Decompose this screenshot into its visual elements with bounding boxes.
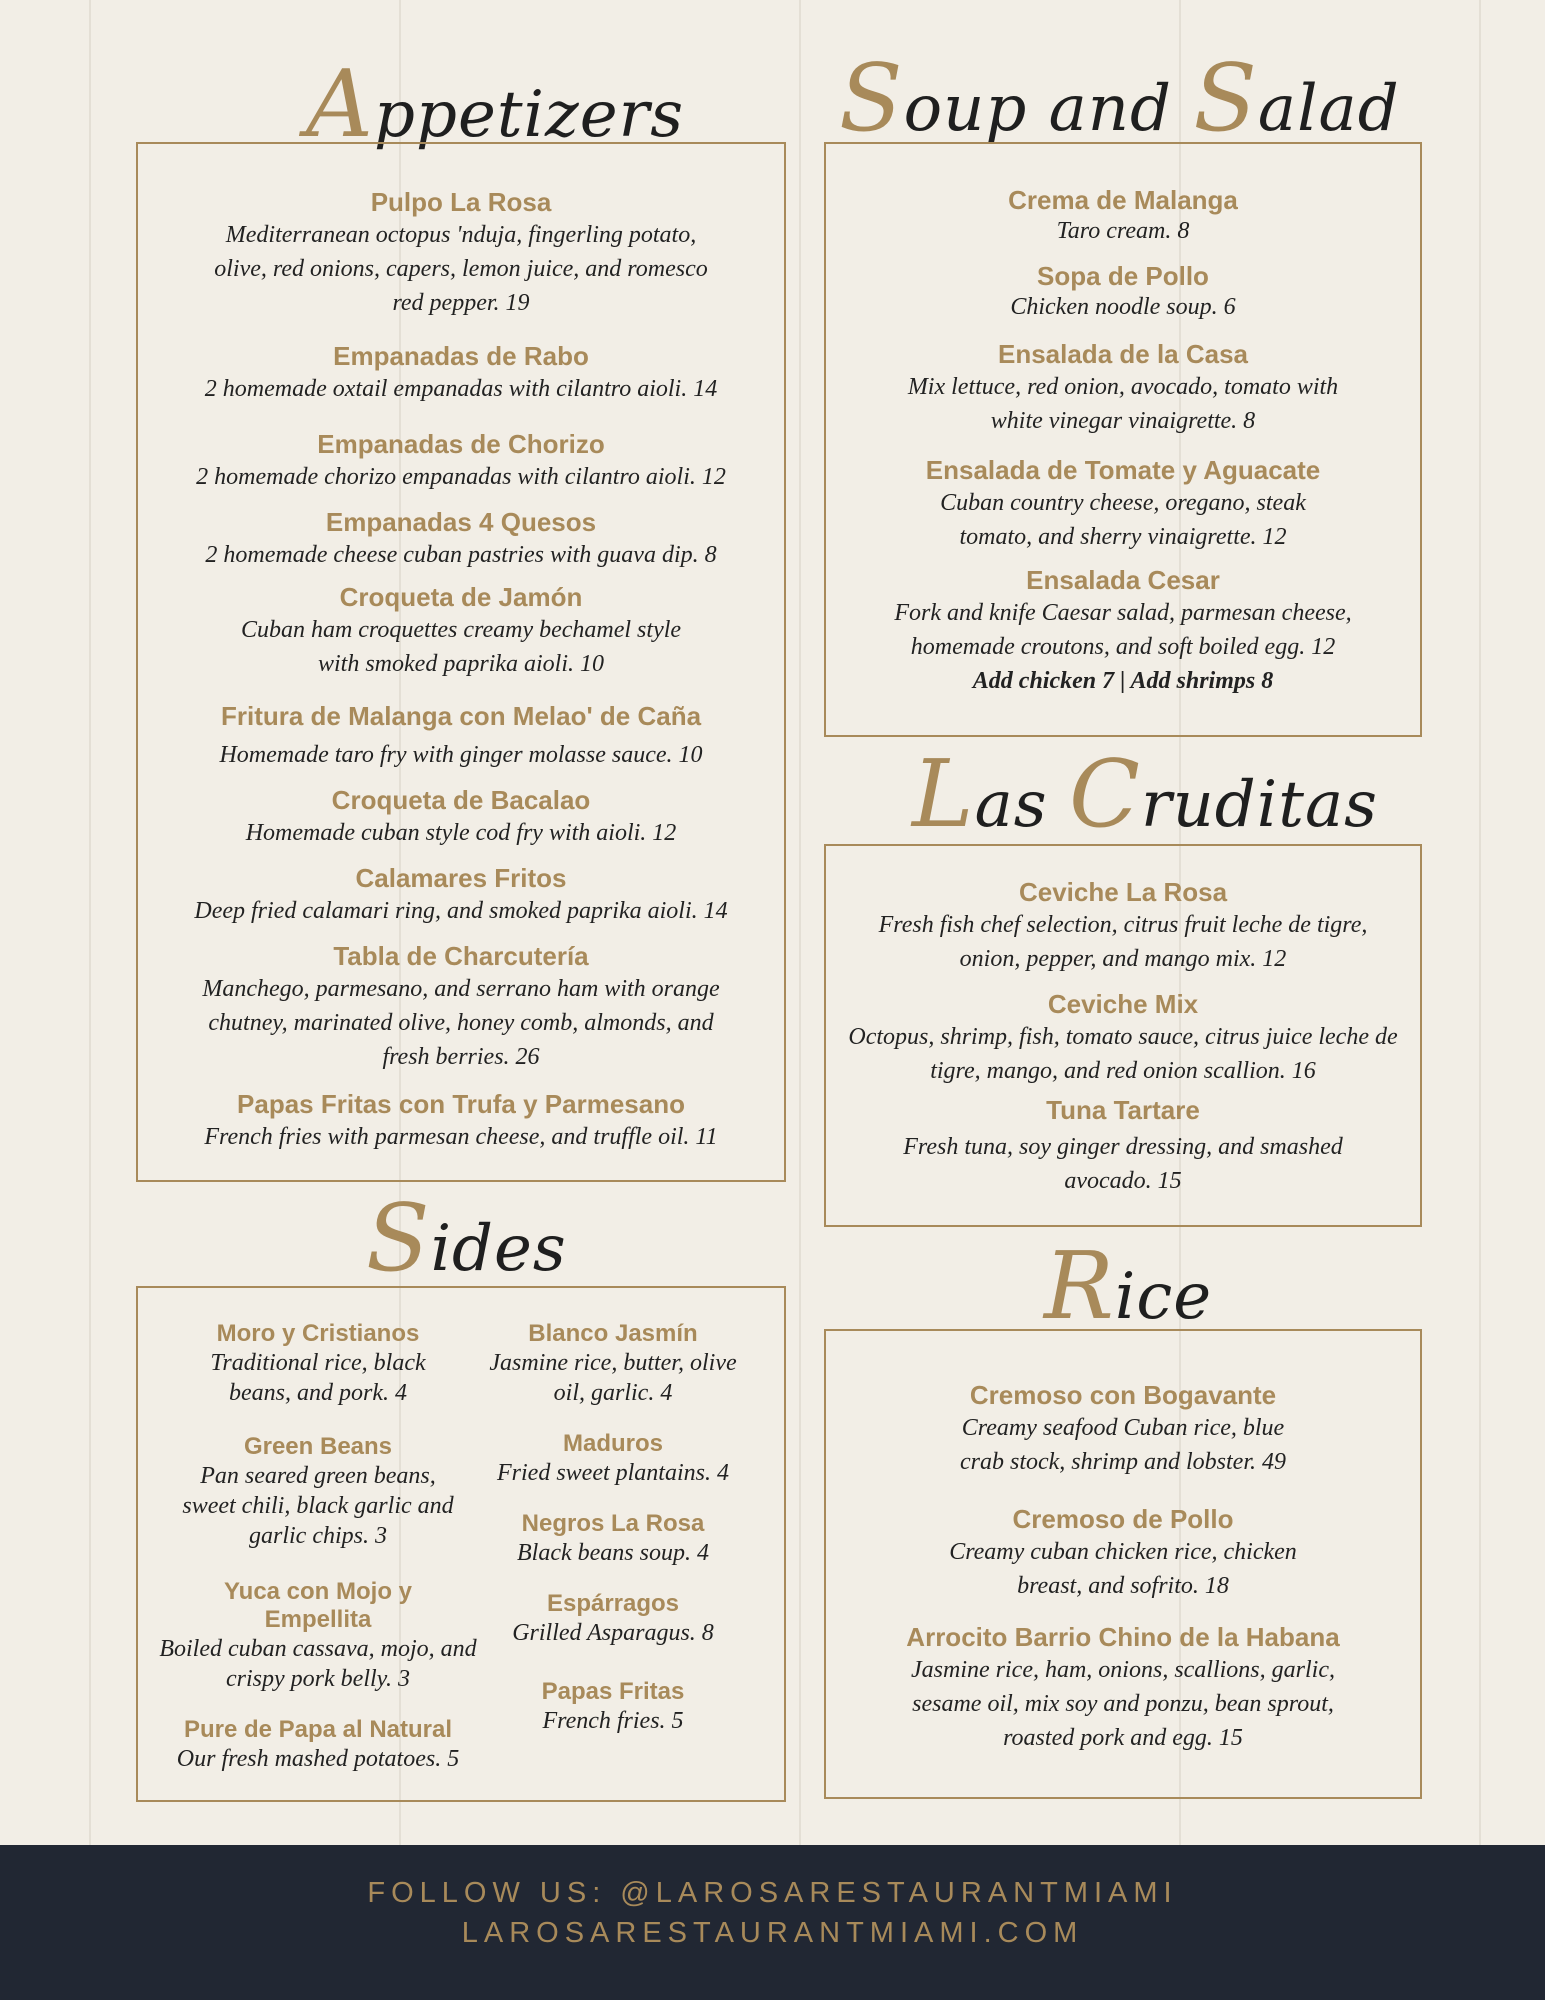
- item-name: Tuna Tartare: [1046, 1095, 1200, 1125]
- item-desc: 2 homemade cheese cuban pastries with guava dip. 8: [205, 542, 717, 568]
- menu-item: [463, 1510, 763, 1568]
- item-name: Ensalada Cesar: [1026, 565, 1220, 595]
- item-name: Negros La Rosa: [521, 1510, 705, 1537]
- item-desc: Boiled cuban cassava, mojo, and crispy pork belly. 3: [159, 1636, 477, 1692]
- menu-item: [826, 184, 1420, 246]
- menu-item: [138, 1088, 784, 1154]
- soup-salad-title: Soup and Salad: [839, 44, 1400, 152]
- item-desc: Octopus, shrimp, fish, tomato sauce, citrus juice leche de tigre, mango, and red onion scallion. 16: [848, 1024, 1398, 1084]
- footer: [0, 1845, 1545, 2000]
- item-desc: Fork and knife Caesar salad, parmesan cheese, homemade croutons, and soft boiled egg. 12: [894, 600, 1352, 660]
- item-desc: Mix lettuce, red onion, avocado, tomato with white vinegar vinaigrette. 8: [907, 374, 1339, 434]
- menu-item: [158, 1716, 478, 1774]
- menu-item: [138, 784, 784, 850]
- item-desc: Cuban ham croquettes creamy bechamel style with smoked paprika aioli. 10: [240, 617, 682, 677]
- item-name: Sopa de Pollo: [1037, 261, 1209, 291]
- menu-item: [138, 700, 784, 772]
- item-name: Green Beans: [243, 1433, 393, 1460]
- menu-item: [463, 1678, 763, 1736]
- menu-item: [826, 1503, 1420, 1603]
- item-desc: Creamy seafood Cuban rice, blue crab stock, shrimp and lobster. 49: [960, 1415, 1286, 1475]
- item-name: Ensalada de la Casa: [997, 339, 1249, 369]
- item-desc: French fries. 5: [542, 1708, 684, 1734]
- item-desc: Grilled Asparagus. 8: [512, 1620, 714, 1646]
- menu-item: [158, 1578, 478, 1694]
- menu-item: [826, 564, 1420, 698]
- item-name: Calamares Fritos: [355, 863, 567, 893]
- website-link[interactable]: LAROSARESTAURANTMIAMI.COM: [461, 1917, 1084, 1949]
- soup-salad-box: [824, 142, 1422, 737]
- menu-item: [826, 454, 1420, 554]
- item-desc: Jasmine rice, butter, olive oil, garlic. 4: [489, 1350, 737, 1406]
- rice-title: Rice: [1044, 1232, 1213, 1340]
- appetizers-title: Appetizers: [306, 50, 685, 158]
- menu-item: [138, 862, 784, 928]
- item-name: Croqueta de Jamón: [339, 582, 583, 612]
- item-name: Cremoso de Pollo: [1012, 1504, 1234, 1534]
- item-desc: Taro cream. 8: [1056, 218, 1190, 244]
- menu-item: [138, 940, 784, 1074]
- item-name: Crema de Malanga: [1008, 185, 1238, 215]
- item-desc: Our fresh mashed potatoes. 5: [176, 1746, 460, 1772]
- item-name: Cremoso con Bogavante: [969, 1380, 1277, 1410]
- item-name: Ceviche La Rosa: [1018, 877, 1228, 907]
- menu-item: [826, 260, 1420, 322]
- menu-item: [463, 1320, 763, 1408]
- item-name: Empanadas de Rabo: [333, 341, 589, 371]
- cruditas-title: Las Cruditas: [912, 740, 1378, 848]
- item-desc: French fries with parmesan cheese, and truffle oil. 11: [204, 1124, 718, 1150]
- menu-item: [138, 186, 784, 320]
- menu-item: [826, 988, 1420, 1088]
- item-addon: Add chicken 7 | Add shrimps 8: [972, 668, 1274, 694]
- menu-item: [138, 581, 784, 681]
- item-desc: Chicken noodle soup. 6: [1010, 294, 1236, 320]
- menu-item: [826, 1379, 1420, 1479]
- item-name: Empanadas 4 Quesos: [325, 507, 597, 537]
- item-name: Croqueta de Bacalao: [331, 785, 591, 815]
- item-name: Tabla de Charcutería: [333, 941, 589, 971]
- item-desc: Manchego, parmesano, and serrano ham with orange chutney, marinated olive, honey comb, almonds, and fresh berries. 26: [202, 976, 720, 1070]
- menu-item: [826, 338, 1420, 438]
- item-name: Espárragos: [546, 1590, 680, 1617]
- menu-item: [826, 1094, 1420, 1198]
- item-name: Ceviche Mix: [1047, 989, 1199, 1019]
- rice-box: [824, 1329, 1422, 1799]
- item-name: Arrocito Barrio Chino de la Habana: [906, 1622, 1340, 1652]
- item-name: Papas Fritas con Trufa y Parmesano: [237, 1089, 685, 1119]
- menu-item: [826, 1621, 1420, 1755]
- item-name: Ensalada de Tomate y Aguacate: [925, 455, 1321, 485]
- item-desc: Fresh tuna, soy ginger dressing, and smashed avocado. 15: [903, 1134, 1343, 1194]
- item-name: Pure de Papa al Natural: [183, 1716, 453, 1743]
- item-name: Yuca con Mojo y Empellita: [223, 1578, 413, 1633]
- menu-item: [138, 340, 784, 406]
- item-desc: Mediterranean octopus 'nduja, fingerling potato, olive, red onions, capers, lemon juice, and romesco red pepper. 19: [214, 222, 708, 316]
- item-name: Empanadas de Chorizo: [317, 429, 605, 459]
- sides-box: [136, 1286, 786, 1802]
- appetizers-box: [136, 142, 786, 1182]
- item-desc: Jasmine rice, ham, onions, scallions, garlic, sesame oil, mix soy and ponzu, bean sprout, roasted pork and egg. 15: [911, 1657, 1335, 1751]
- item-desc: Cuban country cheese, oregano, steak tomato, and sherry vinaigrette. 12: [940, 490, 1306, 550]
- item-desc: 2 homemade chorizo empanadas with cilantro aioli. 12: [196, 464, 726, 490]
- item-desc: Pan seared green beans, sweet chili, black garlic and garlic chips. 3: [182, 1463, 454, 1549]
- menu-item: [826, 876, 1420, 976]
- menu-item: [463, 1430, 763, 1488]
- item-desc: Fresh fish chef selection, citrus fruit leche de tigre, onion, pepper, and mango mix. 12: [878, 912, 1368, 972]
- item-name: Blanco Jasmín: [528, 1320, 698, 1347]
- item-desc: Black beans soup. 4: [517, 1540, 709, 1566]
- item-desc: Homemade cuban style cod fry with aioli. 12: [245, 820, 677, 846]
- item-name: Fritura de Malanga con Melao' de Caña: [220, 701, 702, 731]
- item-name: Maduros: [562, 1430, 663, 1457]
- sides-title: Sides: [366, 1184, 567, 1292]
- menu-item: [138, 428, 784, 494]
- menu-item: [158, 1320, 478, 1408]
- item-desc: Fried sweet plantains. 4: [497, 1460, 729, 1486]
- item-name: Moro y Cristianos: [216, 1320, 420, 1347]
- cruditas-box: [824, 844, 1422, 1227]
- menu-item: [463, 1590, 763, 1648]
- item-desc: Creamy cuban chicken rice, chicken breast, and sofrito. 18: [949, 1539, 1297, 1599]
- item-desc: Traditional rice, black beans, and pork. 4: [210, 1350, 426, 1406]
- item-name: Pulpo La Rosa: [370, 187, 552, 217]
- menu-item: [158, 1433, 478, 1551]
- item-desc: Homemade taro fry with ginger molasse sauce. 10: [219, 742, 703, 768]
- item-desc: Deep fried calamari ring, and smoked paprika aioli. 14: [194, 898, 728, 924]
- menu-item: [138, 506, 784, 572]
- item-desc: 2 homemade oxtail empanadas with cilantro aioli. 14: [204, 376, 718, 402]
- social-handle-link[interactable]: FOLLOW US: @LAROSARESTAURANTMIAMI: [367, 1877, 1178, 1909]
- item-name: Papas Fritas: [541, 1678, 685, 1705]
